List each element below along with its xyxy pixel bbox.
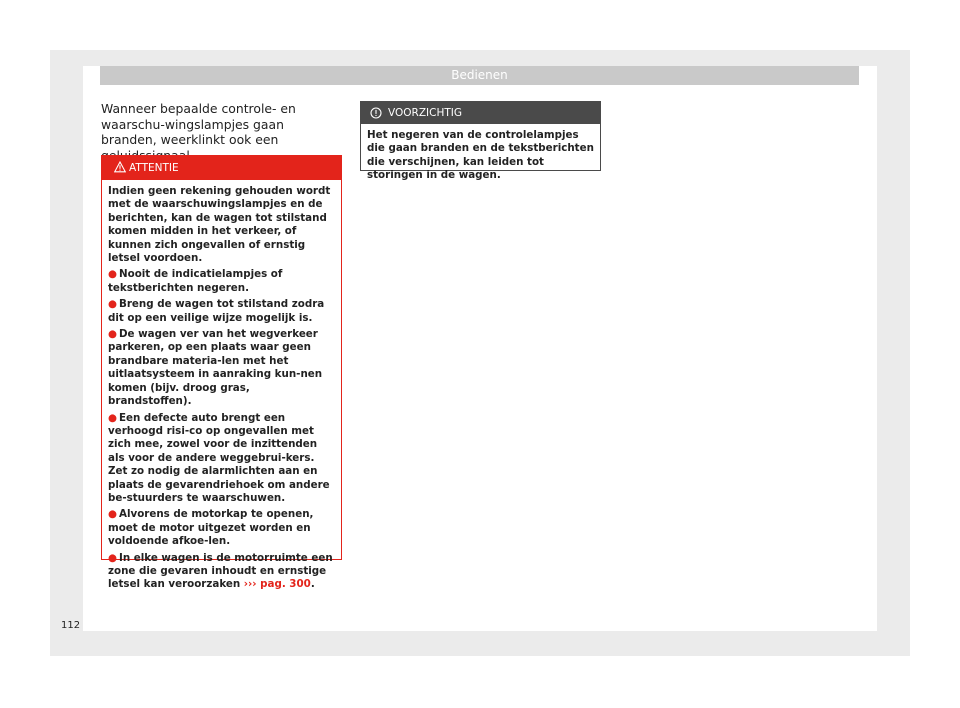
warning-triangle-icon — [114, 161, 126, 173]
bullet-icon: ● — [108, 298, 117, 311]
bullet-icon: ● — [108, 551, 117, 564]
bullet-icon: ● — [108, 508, 117, 521]
list-item: ● Een defecte auto brengt een verhoogd risi-co op ongevallen met zich mee, zowel voor de inzittenden als voor de andere weggebrui-kers. Zet zo nodig de alarmlichten aan en plaats de gevarendriehoek om andere be-stuurders te waarschuwen. — [108, 411, 330, 504]
bullet-icon: ● — [108, 328, 117, 341]
warning-box — [101, 155, 342, 591]
caution-body — [361, 124, 600, 183]
list-item: ● Breng de wagen tot stilstand zodra dit op een veilige wijze mogelijk is. — [108, 298, 325, 324]
list-item: ● Nooit de indicatielampjes of tekstberichten negeren. — [108, 268, 283, 294]
warning-header — [102, 156, 341, 180]
page-reference-link[interactable]: ››› pag. 300 — [243, 578, 311, 591]
list-item: ● De wagen ver van het wegverkeer parkeren, op een plaats waar geen brandbare materia-len met het uitlaatsysteem in aanraking kun-nen komen (bijv. droog gras, brandstoffen). — [108, 328, 323, 408]
caution-text: Het negeren van de controlelampjes die gaan branden en de tekstberichten die verschijnen, kan leiden tot storingen in de wagen. — [367, 129, 594, 182]
warning-intro: Indien geen rekening gehouden wordt met de waarschuwingslampjes en de berichten, kan de wagen tot stilstand komen midden in het verkeer, of kunnen zich ongevallen of ernstig letsel voordoen. — [108, 185, 331, 265]
reference-arrow-icon: ››› — [243, 578, 257, 591]
info-circle-icon — [370, 107, 382, 119]
warning-title: ATTENTIE — [129, 162, 179, 174]
caution-title: VOORZICHTIG — [388, 107, 462, 119]
list-item: ● Alvorens de motorkap te openen, moet de motor uitgezet worden en voldoende afkoe-len. — [108, 508, 314, 548]
section-header — [100, 66, 859, 85]
list-item: ● In elke wagen is de motorruimte een zone die gevaren inhoudt en ernstige letsel kan veroorzaken ››› pag. 300. — [108, 551, 333, 591]
intro-paragraph: Wanneer bepaalde controle- en waarschu-wingslampjes gaan branden, weerklinkt ook een — [101, 101, 296, 147]
caution-header — [361, 102, 600, 124]
caution-box — [360, 101, 601, 182]
warning-body — [102, 180, 341, 592]
warning-list — [108, 268, 335, 591]
section-title: Bedienen — [451, 68, 508, 82]
bullet-icon: ● — [108, 411, 117, 424]
bullet-icon: ● — [108, 268, 117, 281]
page-number: 112 — [61, 620, 81, 631]
